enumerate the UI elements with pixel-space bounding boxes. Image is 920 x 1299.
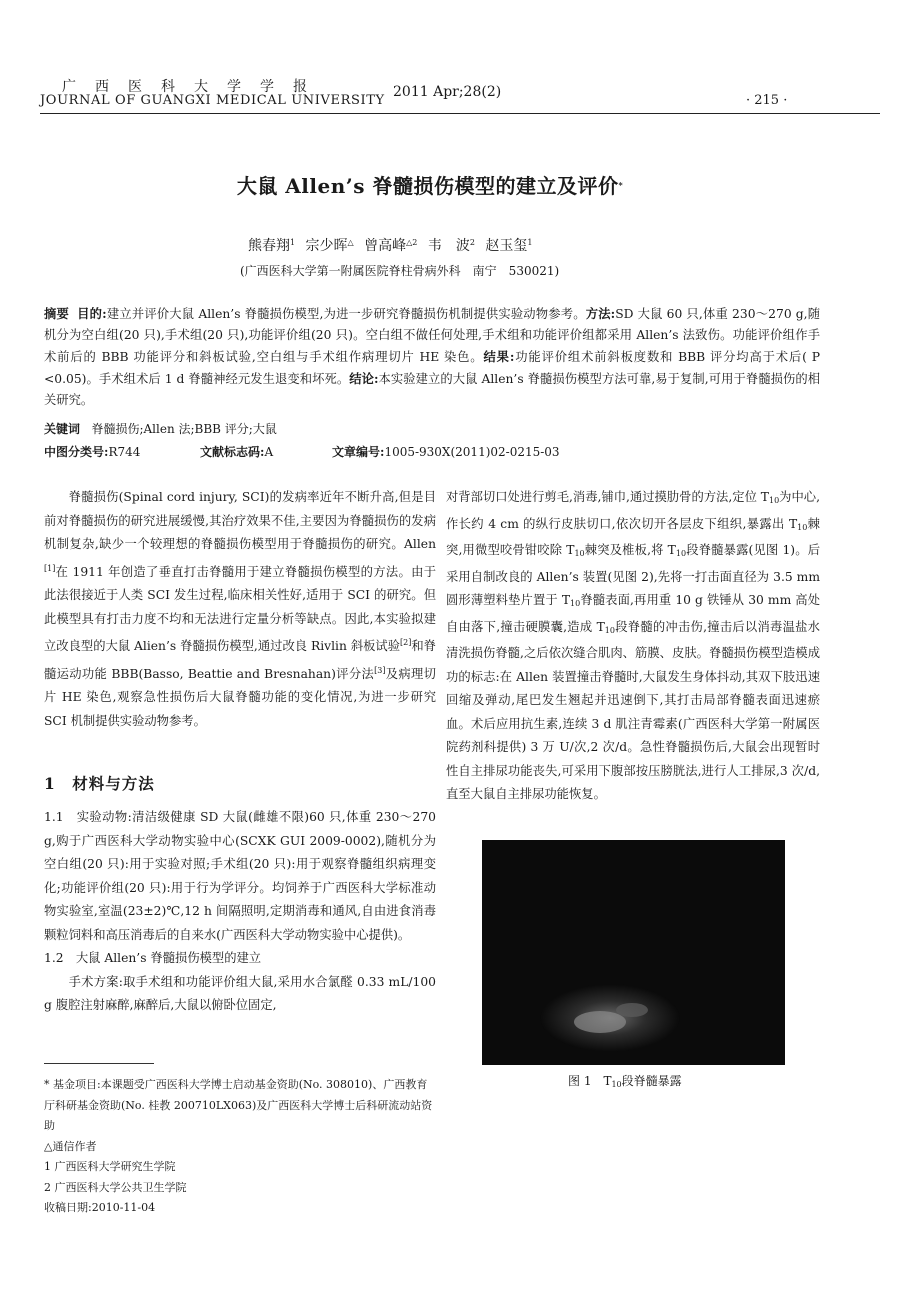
figure-1-caption: 图 1 $T_{10}$段脊髓暴露 [568,1074,682,1089]
surgery-continued-paragraph: 对背部切口处进行剪毛,消毒,铺巾,通过摸肋骨的方法,定位 $T_{10}$为中心,作长约 4 cm 的纵行皮肤切口,依次切开各层皮下组织,暴露出 $T_{10}$棘突,用微型咬骨钳咬除 $T_{10}$棘突及椎板,将 $T_{10}$段脊髓暴露(见图 1)。后采用自制改良的 Allen’s 装置(见图 2),先将一打击面直径为 3.5 mm 圆形薄塑料垫片置于 $T_{10}$脊髓表面,再用重 10 g 铁锤从 30 mm 高处自由落下,撞击硬膜囊,造成 $T_{10}$段脊髓的冲击伤,撞击后以消毒温盐水清洗损伤脊髓,之后依次缝合肌肉、筋膜、皮肤。脊髓损伤模型造模成功的标志:在 Allen 装置撞击脊髓时,大鼠发生身体抖动,其双下肢迅速回缩及弹动,尾巴发生翘起并迅速倒下,其打击局部脊髓表面迅速瘀血。术后应用抗生素,连续 3 d 肌注青霉素(广西医科大学第一附属医院药剂科提供) 3 万 U/次,2 次/d。急性脊髓损伤后,大鼠会出现暂时性自主排尿功能丧失,可采用下腹部按压膀胱法,进行人工排尿,3 次/d,直至大鼠自主排尿功能恢复。 [446,490,820,801]
affiliation: (广西医科大学第一附属医院脊柱骨病外科 南宁 530021) [240,264,560,278]
affiliation-footnote-2: 2 广西医科大学公共卫生学院 [44,1180,187,1194]
spinal-exposure-image [482,840,785,1065]
method-label: 方法: [585,306,616,321]
ref-1[interactable]: [1] [44,563,56,573]
surgery-paragraph: 手术方案:取手术组和功能评价组大鼠,采用水合氯醛 0.33 mL/100 g 腹腔注射麻醉,麻醉后,大鼠以俯卧位固定, [44,974,436,1012]
journal-name-cn: 广西医科大学学报 [62,79,326,95]
section-heading-methods: 1 材料与方法 [44,774,155,793]
result-label: 结果: [483,349,515,364]
article-title-text: 大鼠 Allen’s 脊髓损伤模型的建立及评价 [236,174,619,198]
issue-info: 2011 Apr;28(2) [393,84,502,100]
articleno-label: 文章编号: [332,445,385,459]
subsection-title: 1.2 大鼠 Allen’s 脊髓损伤模型的建立 [44,951,262,965]
clc-label: 中图分类号: [44,445,109,459]
author: 宗少晖△ [305,238,354,254]
author: 赵玉玺$^1$ [485,238,533,254]
footnote-rule [44,1063,154,1064]
corresponding-footnote: △通信作者 [44,1139,97,1153]
received-date: 收稿日期:2010-11-04 [44,1201,156,1214]
objective-label: 目的: [77,306,107,321]
clc-number [44,443,140,460]
fund-footnote: * 基金项目:本课题受广西医科大学博士启动基金资助(No. 308010)、广西教育厅科研基金资助(No. 桂教 200710LX063)及广西医科大学博士后科研流动站资助 [44,1078,433,1132]
ref-3[interactable]: [3] [374,665,386,675]
figure-1-photo [482,840,785,1065]
ref-2[interactable]: [2] [400,638,412,647]
conclusion-text: 本实验建立的大鼠 Allen’s 脊髓损伤模型方法可靠,易于复制,可用于脊髓损伤的相关研究。 [44,372,820,407]
doccode-label: 文献标志码: [200,445,265,459]
doccode-value: A [264,445,274,459]
abstract [44,303,820,411]
method-text: SD 大鼠 60 只,体重 230～270 g,随机分为空白组(20 只),手术组(20 只),功能评价组(20 只)。空白组不做任何处理,手术组和功能评价组都采用 Allen’s 法致伤。功能评价组作手术前后的 BBB 功能评分和斜板试验,空白组与手术组作病理切片 HE 染色。 [44,307,821,364]
author: 曾高峰$^{\triangle 2}$ [364,238,418,254]
author: 熊春翔$^1$ [248,238,296,254]
section-1-1 [44,806,436,1018]
affiliation-footnote-1: 1 广西医科大学研究生学院 [44,1160,176,1173]
articleno-value: 1005-930X(2011)02-0215-03 [384,445,560,459]
document-code [200,443,273,460]
header-rule [40,113,880,114]
objective-text: 建立并评价大鼠 Allen’s 脊髓损伤模型,为进一步研究脊髓损伤机制提供实验动物参考。 [106,307,586,321]
conclusion-label: 结论: [349,371,379,386]
article-number [332,443,560,460]
intro-paragraph: 脊髓损伤(Spinal cord injury, SCI)的发病率近年不断升高,但是目前对脊髓损伤的研究进展缓慢,其治疗效果不佳,主要因为脊髓损伤的发病机制复杂,缺少一个较理想的脊髓损伤模型用于脊髓损伤的研究。Allen [1]在 1911 年创造了垂直打击脊髓用于建立脊髓损伤模型的方法。由于此法很接近于人类 SCI 发生过程,临床相关性好,适用于 SCI 的研究。但此模型具有打击力度不均和无法进行定量分析等缺点。因此,本实验拟建立改良型的大鼠 Alien’s 脊髓损伤模型,通过改良 Rivlin 斜板试验[2]和脊髓运动功能 BBB(Basso, Beattie and Bresnahan)评分法[3]及病理切片 HE 染色,观察急性损伤后大鼠脊髓功能的变化情况,为进一步研究 SCI 机制提供实验动物参考。 [44,490,436,728]
title-footnote-mark: * [618,180,624,190]
keywords: 脊髓损伤;Allen 法;BBB 评分;大鼠 [91,422,277,436]
keywords-line [44,420,277,437]
subsection-title: 1.1 实验动物: [44,810,132,824]
animals-paragraph: 1.1 实验动物:清洁级健康 SD 大鼠(雌雄不限)60 只,体重 230～270 g,购于广西医科大学动物实验中心(SCXK GUI 2009-0002),随机分为空白组(20 只):用于实验对照;手术组(20 只):用于观察脊髓组织病理变化;功能评价组(20 只):用于行为学评分。均饲养于广西医科大学标准动物实验室,室温(23±2)℃,12 h 间隔照明,定期消毒和通风,自由进食消毒颗粒饲料和高压消毒后的自来水(广西医科大学动物实验中心提供)。 [44,810,437,942]
author: 韦 波$^2$ [427,238,475,254]
journal-name-en: JOURNAL OF GUANGXI MEDICAL UNIVERSITY [40,93,385,108]
footnotes [44,1075,436,1219]
article-title [0,170,860,199]
keywords-label: 关键词 [44,422,81,436]
right-column [446,486,820,807]
abstract-label: 摘要 [44,306,69,321]
result-text: 功能评价组术前斜板度数和 BBB 评分均高于术后( P <0.05)。手术组术后 1 d 脊髓神经元发生退变和坏死。 [44,350,820,386]
left-column [44,486,436,733]
author-list [248,235,533,255]
page-number: · 215 · [746,93,788,108]
clc-value: R744 [108,445,141,459]
